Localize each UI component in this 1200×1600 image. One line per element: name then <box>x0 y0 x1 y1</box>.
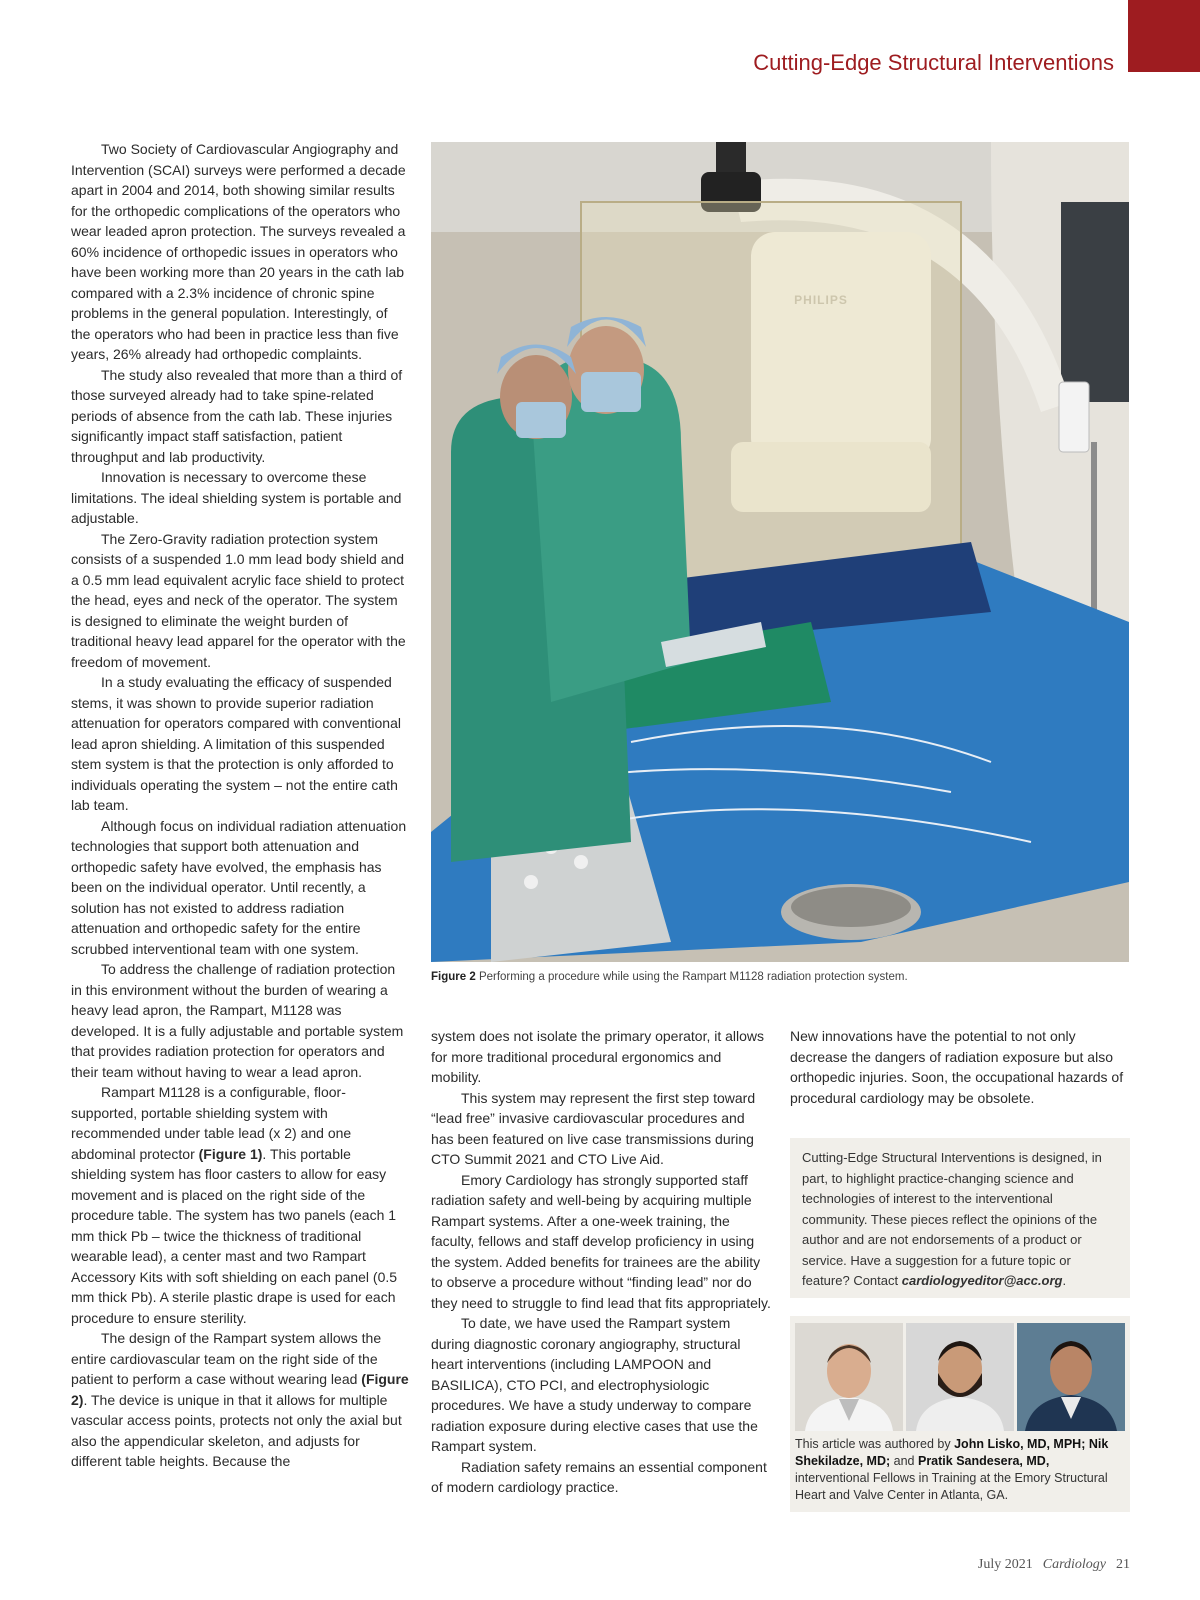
paragraph: The design of the Rampart system allows the entire cardiovascular team on the right side of the patient to perform a case without wearing lead (Figure 2). The device is unique in that it allows for multiple vascular access points, protects not only the axial but also the appendicular skeleton, and adjusts for different table heights. Because the <box>71 1330 409 1469</box>
issue-date: July 2021 <box>977 1557 1033 1572</box>
author-caption: This article was authored by John Lisko, MD, MPH; Nik Shekiladze, MD; and Pratik Sandesera, MD, interventional Fellows in Training at the Emory Structural Heart and Valve Center in Atlanta, GA. <box>795 1437 1109 1502</box>
procedure-photo-illustration <box>431 142 1129 962</box>
paragraph: In a study evaluating the efficacy of suspended stems, it was shown to provide superior radiation attenuation for operators compared with conventional lead apron shielding. A limitation of this suspended stem system is that the protection is only afforded to individuals operating the system – not the entire cath lab team. <box>71 674 401 813</box>
author-headshot-pratik-sandesera <box>1017 1323 1125 1431</box>
paragraph: To date, we have used the Rampart system during diagnostic coronary angiography, structural heart interventions (including LAMPOON and BASILICA), CTO PCI, and electrophysiologic procedures. We have a study underway to compare radiation exposure during elective cases that use the Rampart system. <box>431 1315 758 1454</box>
paragraph: Radiation safety remains an essential component of modern cardiology practice. <box>431 1458 767 1495</box>
paragraph: Emory Cardiology has strongly supported staff radiation safety and well-being by acquiring multiple Rampart systems. After a one-week training, the faculty, fellows and staff develop proficiency in using the system. Added benefits for trainees are the ability to observe a procedure without “finding lead” nor do they need to struggle to find lead that fits appropriately. <box>431 1171 771 1311</box>
author-box <box>790 1316 1130 1512</box>
figure-2-reference: (Figure 2) <box>71 1371 409 1408</box>
avatar <box>795 1323 903 1431</box>
paragraph: This system may represent the first step toward “lead free” invasive cardiovascular procedures and has been featured on live case transmissions during CTO Summit 2021 and CTO Live Aid. <box>431 1089 756 1167</box>
avatar <box>906 1323 1014 1431</box>
paragraph: system does not isolate the primary operator, it allows for more traditional procedural ergonomics and mobility. <box>431 1028 765 1085</box>
figure-2-photo <box>431 142 1129 962</box>
paragraph: Innovation is necessary to overcome these limitations. The ideal shielding system is portable and adjustable. <box>71 469 402 526</box>
paragraph: The study also revealed that more than a third of those surveyed already had to take spine-related periods of absence from the cath lab. These injuries significantly impact staff satisfaction, patient throughput and lab productivity. <box>71 366 403 465</box>
article-column-middle <box>431 1026 771 1498</box>
page-number: 21 <box>1116 1557 1130 1572</box>
figure-caption: Figure 2 Performing a procedure while using the Rampart M1128 radiation protection system. <box>431 971 908 983</box>
author-name: John Lisko, MD, MPH; <box>954 1437 1086 1451</box>
section-title: Cutting-Edge Structural Interventions <box>753 50 1114 75</box>
author-headshot-nik-shekiladze <box>906 1323 1014 1431</box>
contact-email-link[interactable]: cardiologyeditor@acc.org <box>901 1273 1063 1288</box>
editorial-note-box: Cutting-Edge Structural Interventions is designed, in part, to highlight practice-changing science and technologies of interest to the interventional community. These pieces reflect the opinions of the author and are not endorsements of a product or service. Have a suggestion for a future topic or feature? Contact cardiologyeditor@acc.org. <box>790 1138 1130 1298</box>
section-color-tab <box>1128 0 1200 72</box>
paragraph: Two Society of Cardiovascular Angiography and Intervention (SCAI) surveys were performed a decade apart in 2004 and 2014, both showing similar results for the orthopedic complications of the operators who wear leaded apron protection. The surveys revealed a 60% incidence of orthopedic issues in operators who have been working more than 20 years in the cath lab compared with a 2.3% incidence of chronic spine problems in the general population. Interestingly, of the operators who had been in practice less than five years, 26% already had orthopedic complaints. <box>71 141 406 362</box>
author-name: Nik Shekiladze, MD; <box>795 1437 1109 1468</box>
figure-1-reference: (Figure 1) <box>198 1145 263 1162</box>
paragraph: Although focus on individual radiation attenuation technologies that support both attenuation and orthopedic safety have evolved, the emphasis has been on the individual operator. Until recently, a solution has not existed to address radiation attenuation and orthopedic safety for the entire scrubbed interventional team with one system. <box>71 817 407 957</box>
author-headshot-john-lisko <box>795 1323 903 1431</box>
avatar <box>1017 1323 1125 1431</box>
article-column-left <box>71 139 409 1472</box>
page-footer <box>978 1557 1130 1573</box>
paragraph: The Zero-Gravity radiation protection system consists of a suspended 1.0 mm lead body shield and a 0.5 mm lead equivalent acrylic face shield to protect the head, eyes and neck of the operator. The system is designed to eliminate the weight burden of traditional heavy lead apparel for the operator with the freedom of movement. <box>71 530 406 670</box>
paragraph: New innovations have the potential to not only decrease the dangers of radiation exposure but also orthopedic injuries. Soon, the occupational hazards of procedural cardiology may be obsolete. <box>790 1028 1124 1106</box>
article-column-right <box>790 1026 1130 1108</box>
author-name: Pratik Sandesera, MD, <box>917 1454 1050 1468</box>
paragraph: To address the challenge of radiation protection in this environment without the burden of wearing a heavy lead apron, the Rampart, M1128 was developed. It is a fully adjustable and portable system that provides radiation protection for operators and their team without having to wear a lead apron. <box>71 961 404 1080</box>
figure-label: Figure 2 <box>431 971 476 983</box>
equipment-brand-label: PHILIPS <box>794 293 848 307</box>
paragraph: Rampart M1128 is a configurable, floor-supported, portable shielding system with recommended under table lead (x 2) and one abdominal protector (Figure 1). This portable shielding system has floor casters to allow for easy movement and is placed on the right side of the procedure table. The system has two panels (each 1 mm thick Pb – twice the thickness of traditional wearable lead), a center mast and two Rampart Accessory Kits with soft shielding on each panel (0.5 mm thick Pb). A sterile plastic drape is used for each procedure to ensure sterility. <box>71 1084 398 1326</box>
magazine-name: Cardiology <box>1042 1557 1106 1572</box>
